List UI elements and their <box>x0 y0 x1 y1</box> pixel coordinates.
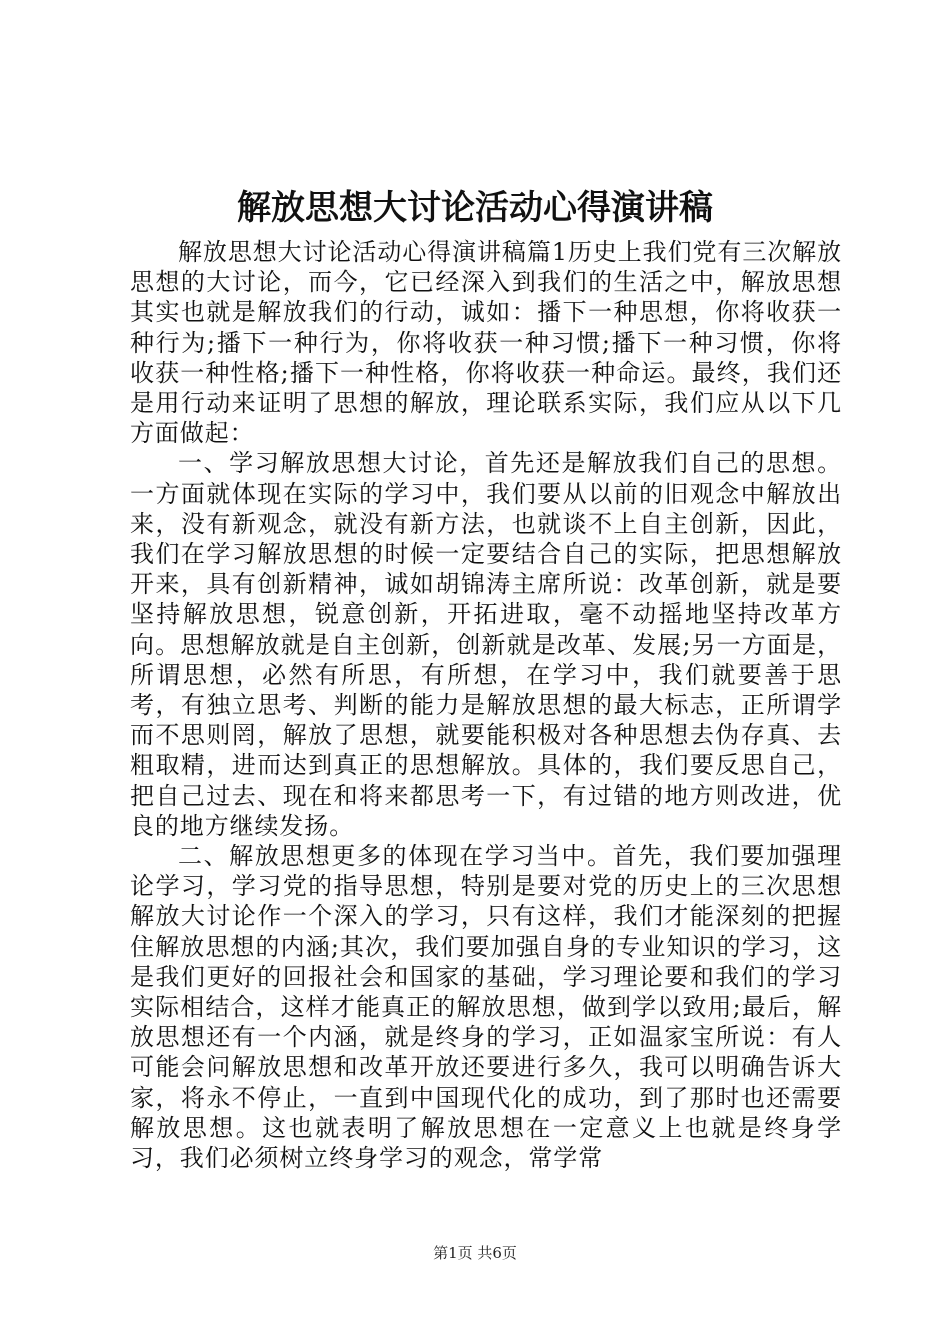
document-title: 解放思想大讨论活动心得演讲稿 <box>237 188 713 228</box>
page-footer: 第1页 共6页 <box>433 1244 517 1262</box>
body-paragraph-3: 二、解放思想更多的体现在学习当中。首先，我们要加强理论学习，学习党的指导思想，特别是要对党的历史上的三次思想解放大讨论作一个深入的学习，只有这样，我们才能深刻的把握住解放思想的内涵;其次，我们要加强自身的专业知识的学习，这是我们更好的回报社会和国家的基础，学习理论要和我们的学习实际相结合，这样才能真正的解放思想，做到学以致用;最后，解放思想还有一个内涵，就是终身的学习，正如温家宝所说：有人可能会问解放思想和改革开放还要进行多久，我可以明确告诉大家，将永不停止，一直到中国现代化的成功，到了那时也还需要解放思想。这也就表明了解放思想在一定意义上也就是终身学习，我们必须树立终身学习的观念，常学常 <box>130 842 842 1173</box>
document-body <box>130 237 842 1173</box>
body-paragraph-2: 一、学习解放思想大讨论，首先还是解放我们自己的思想。一方面就体现在实际的学习中，我们要从以前的旧观念中解放出来，没有新观念，就没有新方法，也就谈不上自主创新，因此，我们在学习解放思想的时候一定要结合自己的实际，把思想解放开来，具有创新精神，诚如胡锦涛主席所说：改革创新，就是要坚持解放思想，锐意创新，开拓进取，毫不动摇地坚持改革方向。思想解放就是自主创新，创新就是改革、发展;另一方面是，所谓思想，必然有所思，有所想，在学习中，我们就要善于思考，有独立思考、判断的能力是解放思想的最大标志，正所谓学而不思则罔，解放了思想，就要能积极对各种思想去伪存真、去粗取精，进而达到真正的思想解放。具体的，我们要反思自己，把自己过去、现在和将来都思考一下，有过错的地方则改进，优良的地方继续发扬。 <box>130 449 842 840</box>
body-paragraph-1: 解放思想大讨论活动心得演讲稿篇1历史上我们党有三次解放思想的大讨论，而今，它已经深入到我们的生活之中，解放思想其实也就是解放我们的行动，诚如：播下一种思想，你将收获一种行为;播下一种行为，你将收获一种习惯;播下一种习惯，你将收获一种性格;播下一种性格，你将收获一种命运。最终，我们还是用行动来证明了思想的解放，理论联系实际，我们应从以下几方面做起： <box>130 238 842 448</box>
